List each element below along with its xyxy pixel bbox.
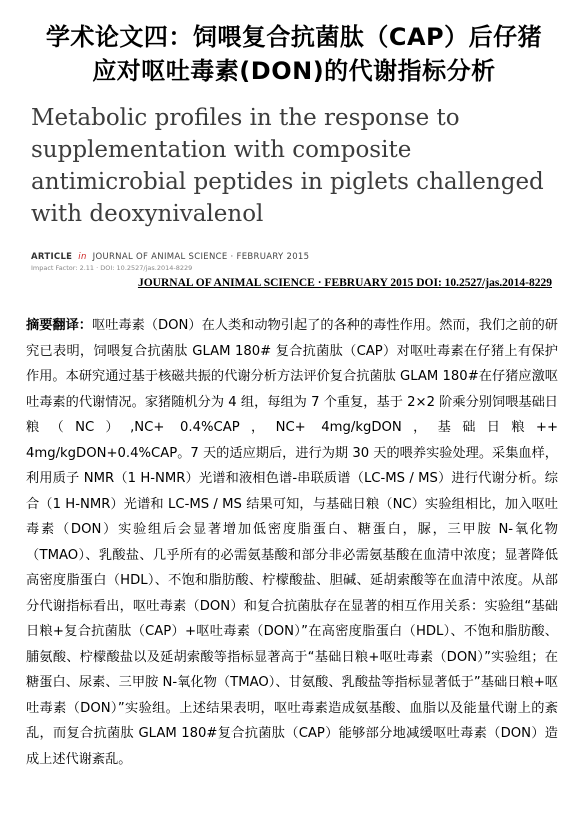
in-label: in	[78, 252, 87, 262]
journal-doi-reference: JOURNAL OF ANIMAL SCIENCE · FEBRUARY 2015 DOI: 10.2527/jas.2014-8229	[137, 277, 552, 289]
journal-line: JOURNAL OF ANIMAL SCIENCE · FEBRUARY 2015	[92, 252, 310, 262]
abstract-paragraph	[0, 313, 588, 772]
abstract-label: 摘要翻译：	[26, 318, 92, 333]
article-meta-line	[31, 252, 588, 262]
chinese-title-line-1: 学术论文四：饲喂复合抗菌肽（CAP）后仔猪	[45, 23, 543, 51]
english-paper-title: Metabolic profiles in the response to supplementation with composite antimicrobial peptides in piglets challenged with deoxynivalenol	[31, 105, 544, 227]
impact-factor-line: Impact Factor: 2.11 · DOI: 10.2527/jas.2014-8229	[31, 264, 193, 272]
chinese-title-line-2: 应对呕吐毒素(DON)的代谢指标分析	[92, 57, 496, 85]
article-label: ARTICLE	[31, 252, 73, 262]
abstract-text: 呕吐毒素（DON）在人类和动物引起了的各种的毒性作用。然而，我们之前的研究已表明，饲喂复合抗菌肽 GLAM 180# 复合抗菌肽（CAP）对呕吐毒素在仔猪上有保护作用。本研究通过基于核磁共振的代谢分析方法评价复合抗菌肽 GLAM 180#在仔猪应激呕吐毒素的代谢情况。家猪随机分为 4 组，每组为 7 个重复，基于 2×2 阶乘分别饲喂基础日粮（NC）,NC+ 0.4%CAP，NC+ 4mg/kgDON，基础日粮++ 4mg/kgDON+0.4%CAP。7 天的适应期后，进行为期 30 天的喂养实验处理。采集血样，利用质子 NMR（1 H-NMR）光谱和液相色谱-串联质谱（LC-MS / MS）进行代谢分析。综合（1 H-NMR）光谱和 LC-MS / MS 结果可知，与基础日粮（NC）实验组相比，加入呕吐毒素（DON）实验组后会显著增加低密度脂蛋白、糖蛋白，脲，三甲胺 N-氧化物（TMAO）、乳酸盐、几乎所有的必需氨基酸和部分非必需氨基酸在血清中浓度；显著降低高密度脂蛋白（HDL）、不饱和脂肪酸、柠檬酸盐、胆碱、延胡索酸等在血清中浓度。从部分代谢指标看出，呕吐毒素（DON）和复合抗菌肽存在显著的相互作用关系：实验组“基础日粮+复合抗菌肽（CAP）+呕吐毒素（DON）”在高密度脂蛋白（HDL）、不饱和脂肪酸、脯氨酸、柠檬酸盐以及延胡索酸等指标显著高于“基础日粮+呕吐毒素（DON）”实验组；在糖蛋白、尿素、三甲胺 N-氧化物（TMAO）、甘氨酸、乳酸盐等指标显著低于”基础日粮+呕吐毒素（DON）”实验组。上述结果表明，呕吐毒素造成氨基酸、血脂以及能量代谢上的紊乱，而复合抗菌肽 GLAM 180#复合抗菌肽（CAP）能够部分地减缓呕吐毒素（DON）造成上述代谢紊乱。	[26, 318, 558, 767]
